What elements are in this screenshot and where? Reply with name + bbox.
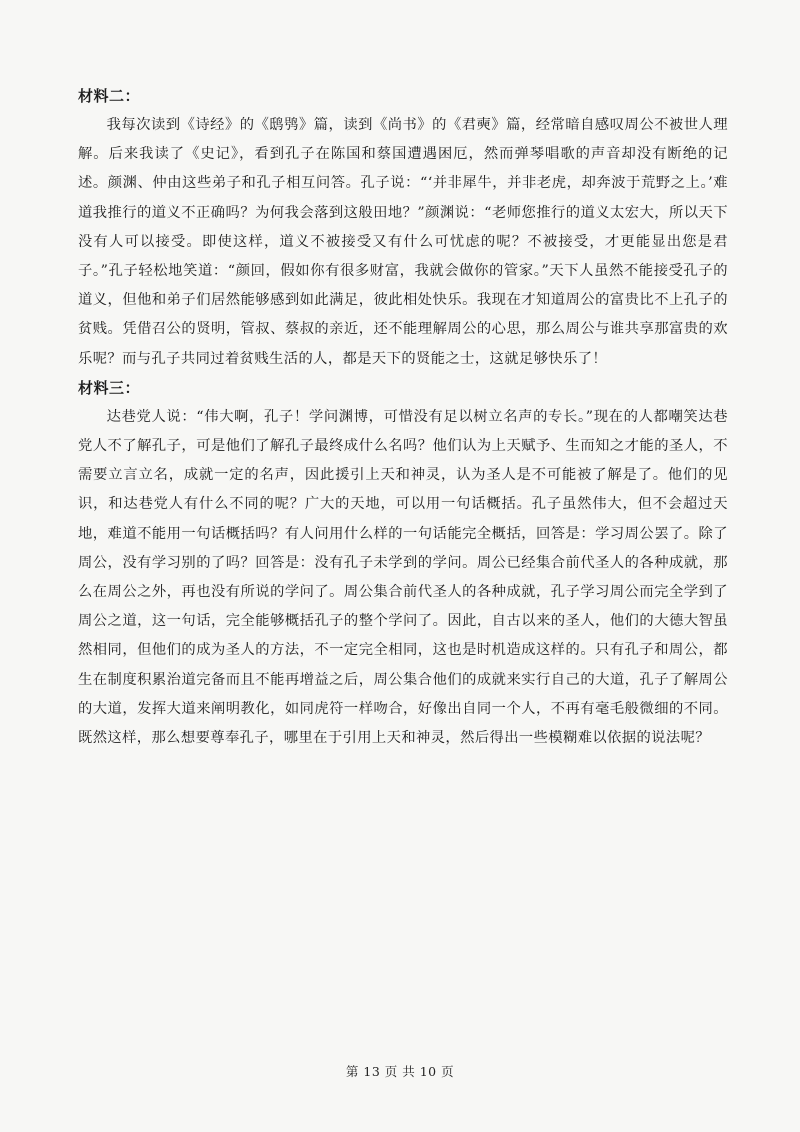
document-body (78, 82, 728, 753)
section-paragraph: 达巷党人说：“伟大啊，孔子！学问渊博，可惜没有足以树立名声的专长。”现在的人都嘲笑达巷党人不了解孔子，可是他们了解孔子最终成什么名吗？他们认为上天赋予、生而知之才能的圣人，不需要立言立名，成就一定的名声，因此援引上天和神灵，认为圣人是不可能被了解是了。他们的见识，和达巷党人有什么不同的呢？广大的天地，可以用一句话概括。孔子虽然伟大，但不会超过天地，难道不能用一句话概括吗？有人问用什么样的一句话能完全概括，回答是：学习周公罢了。除了周公，没有学习别的了吗？回答是：没有孔子未学到的学问。周公已经集合前代圣人的各种成就，那么在周公之外，再也没有所说的学问了。周公集合前代圣人的各种成就，孔子学习周公而完全学到了周公之道，这一句话，完全能够概括孔子的整个学问了。因此，自古以来的圣人，他们的大德大智虽然相同，但他们的成为圣人的方法，不一定完全相同，这也是时机造成这样的。只有孔子和周公，都生在制度积累治道完备而且不能再增益之后，周公集合他们的成就来实行自己的大道，孔子了解周公的大道，发挥大道来阐明教化，如同虎符一样吻合，好像出自同一个人，不再有毫毛般微细的不同。既然这样，那么想要尊奉孔子，哪里在于引用上天和神灵，然后得出一些模糊难以依据的说法呢？ (78, 408, 728, 747)
section-paragraph: 我每次读到《诗经》的《鸱鸮》篇，读到《尚书》的《君奭》篇，经常暗自感叹周公不被世人理解。后来我读了《史记》，看到孔子在陈国和蔡国遭遇困厄，然而弹琴唱歌的声音却没有断绝的记述。颜渊、仲由这些弟子和孔子相互问答。孔子说：“‘并非犀牛，并非老虎，却奔波于荒野之上。’难道我推行的道义不正确吗？为何我会落到这般田地？”颜渊说：“老师您推行的道义太宏大，所以天下没有人可以接受。即使这样，道义不被接受又有什么可忧虑的呢？不被接受，才更能显出您是君子。”孔子轻松地笑道：“颜回，假如你有很多财富，我就会做你的管家。”天下人虽然不能接受孔子的道义，但他和弟子们居然能够感到如此满足，彼此相处快乐。我现在才知道周公的富贵比不上孔子的贫贱。凭借召公的贤明，管叔、蔡叔的亲近，还不能理解周公的心思，那么周公与谁共享那富贵的欢乐呢？而与孔子共同过着贫贱生活的人，都是天下的贤能之士，这就足够快乐了！ (78, 117, 728, 367)
section-material-2 (78, 82, 728, 374)
section-material-3 (78, 374, 728, 753)
page-number-footer: 第 13 页 共 10 页 (345, 1064, 455, 1079)
section-heading: 材料三： (78, 378, 141, 397)
section-heading: 材料二： (78, 87, 141, 105)
